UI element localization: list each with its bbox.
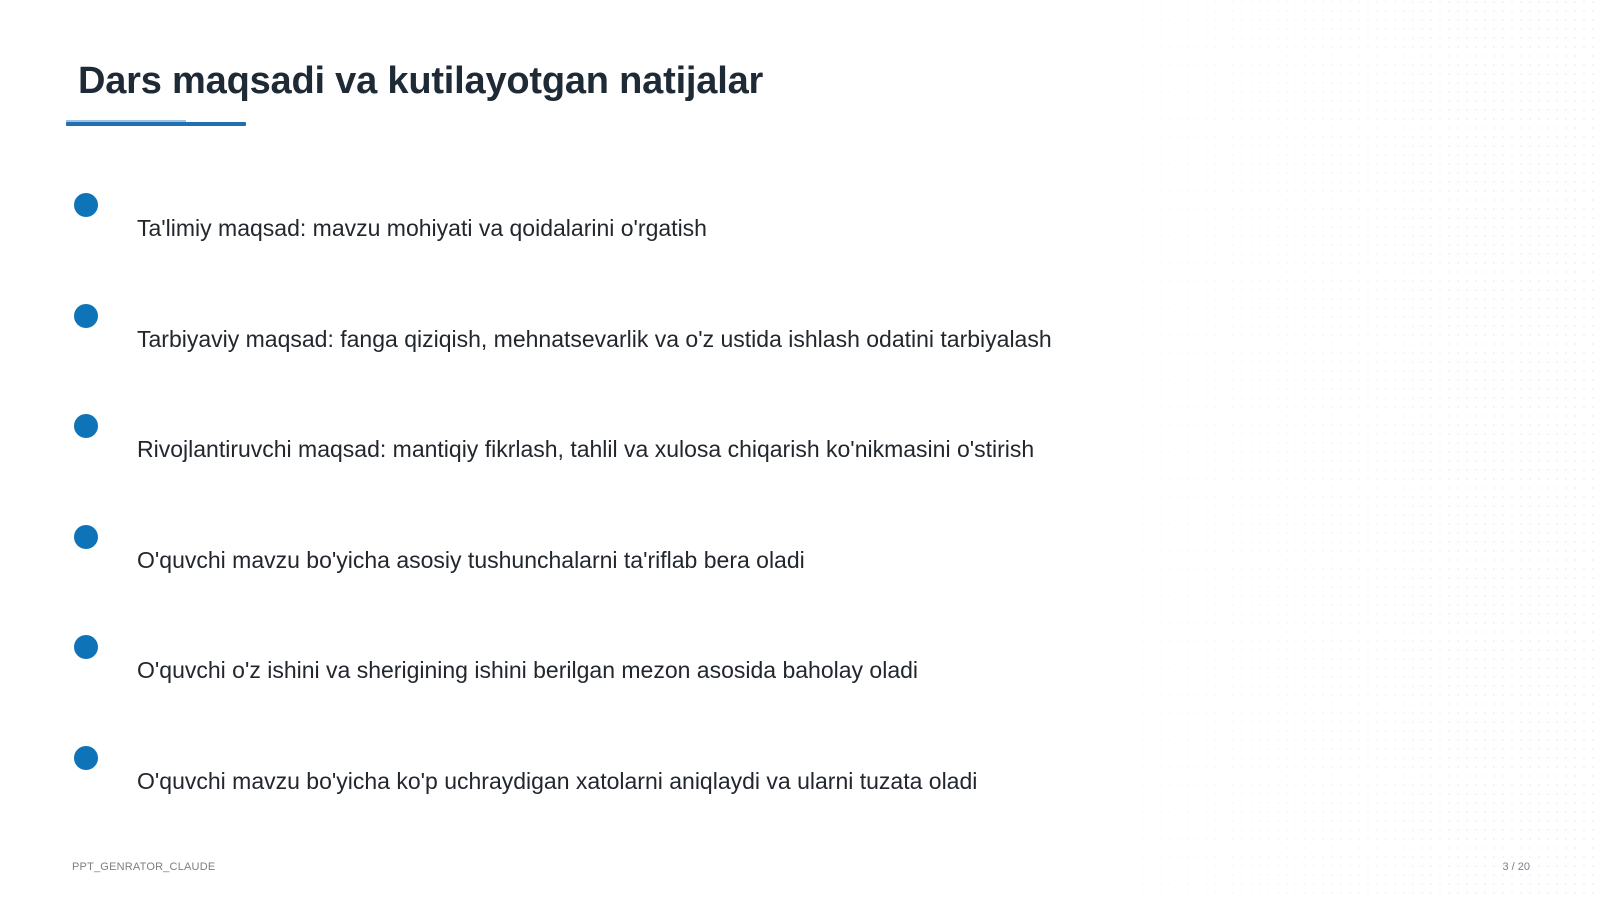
- bullet-dot-icon: [74, 193, 98, 217]
- footer-brand: PPT_GENRATOR_CLAUDE: [72, 861, 216, 873]
- bullet-dot-icon: [74, 525, 98, 549]
- bullet-item: [0, 304, 1300, 384]
- bullet-dot-icon: [74, 635, 98, 659]
- bullet-item: [0, 193, 1300, 273]
- bullet-text: O'quvchi o'z ishini va sherigining ishini berilgan mezon asosida baholay oladi: [137, 657, 919, 683]
- bullet-text: Tarbiyaviy maqsad: fanga qiziqish, mehnatsevarlik va o'z ustida ishlash odatini tarbiyalash: [137, 326, 1052, 352]
- bullet-item: [0, 414, 1300, 494]
- bullet-text: O'quvchi mavzu bo'yicha asosiy tushunchalarni ta'riflab bera oladi: [137, 547, 805, 573]
- bullet-dot-icon: [74, 746, 98, 770]
- bullet-dot-icon: [74, 414, 98, 438]
- slide-title: Dars maqsadi va kutilayotgan natijalar: [78, 60, 764, 102]
- bullet-item: [0, 746, 1300, 826]
- bullet-item: [0, 525, 1300, 605]
- bullet-text: Ta'limiy maqsad: mavzu mohiyati va qoidalarini o'rgatish: [137, 215, 707, 241]
- bullet-dot-icon: [74, 304, 98, 328]
- title-underline: [66, 122, 246, 126]
- bullet-text: Rivojlantiruvchi maqsad: mantiqiy fikrlash, tahlil va xulosa chiqarish ko'nikmasini o'stirish: [137, 436, 1035, 462]
- page-indicator: 3 / 20: [1502, 861, 1530, 873]
- bullet-item: [0, 635, 1300, 715]
- bullet-text: O'quvchi mavzu bo'yicha ko'p uchraydigan xatolarni aniqlaydi va ularni tuzata oladi: [137, 768, 978, 794]
